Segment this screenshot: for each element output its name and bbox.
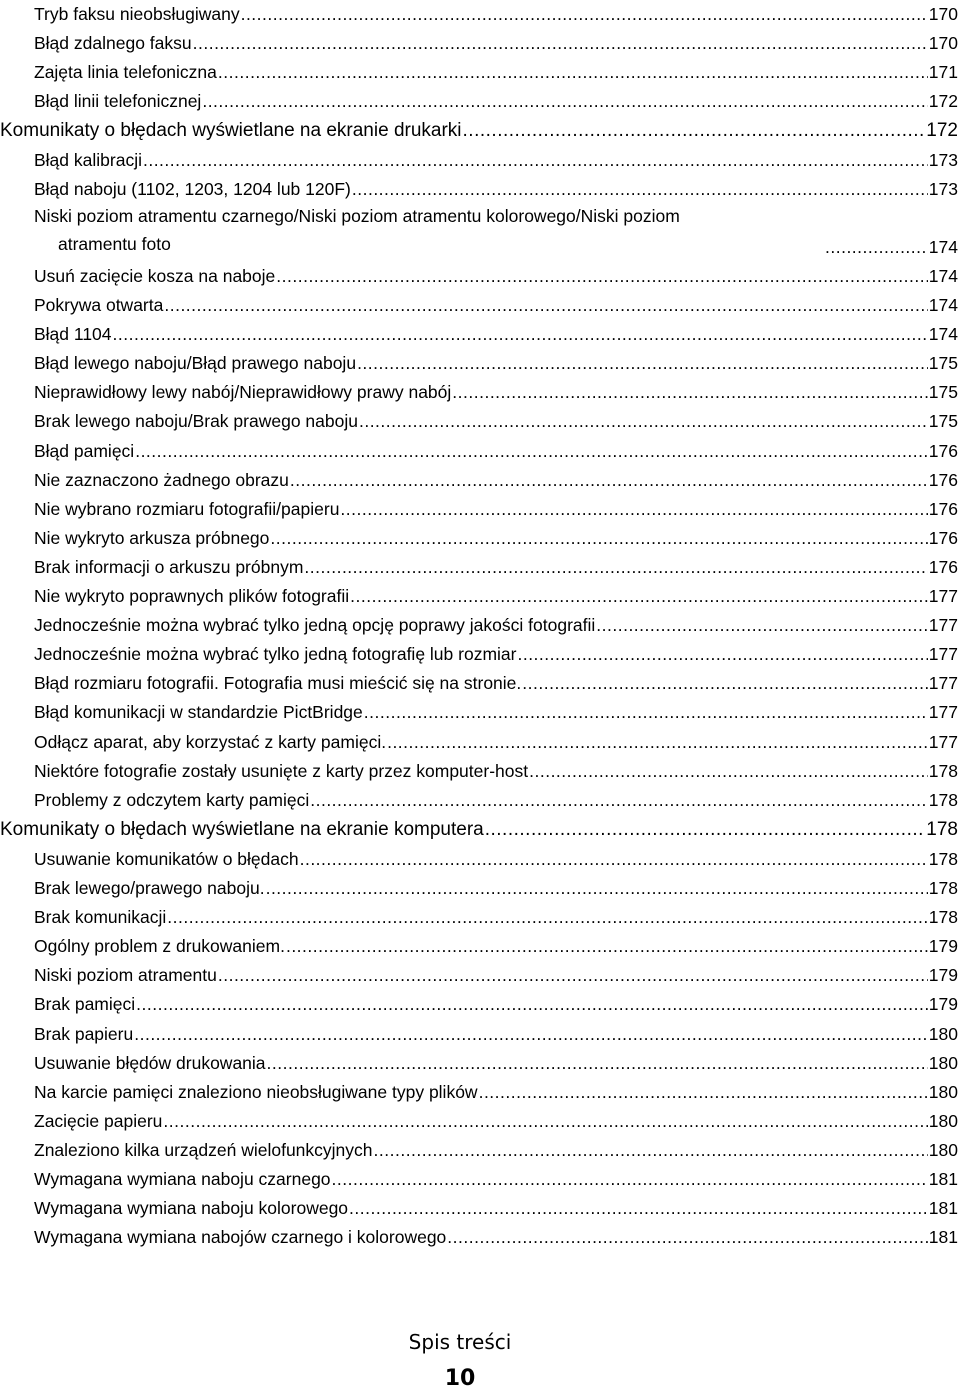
toc-entry-title: Jednocześnie można wybrać tylko jedną opcję poprawy jakości fotografii	[34, 615, 596, 636]
toc-entry-title-line2: atramentu foto	[58, 233, 171, 254]
toc-entry-title: Odłącz aparat, aby korzystać z karty pamięci.	[34, 731, 387, 752]
toc-entry-title: Błąd pamięci	[34, 440, 135, 461]
toc-entry[interactable]	[34, 694, 958, 723]
toc-entry[interactable]	[34, 986, 958, 1015]
toc-dot-leader	[202, 90, 927, 112]
toc-dot-leader	[596, 614, 928, 636]
toc-entry[interactable]	[34, 491, 958, 520]
toc-dot-leader	[452, 381, 928, 403]
toc-entry-page: 174	[928, 265, 958, 286]
toc-dot-leader	[143, 149, 928, 171]
toc-entry-page: 180	[928, 1081, 958, 1102]
toc-entry-title: Niski poziom atramentu	[34, 965, 217, 986]
toc-entry[interactable]	[34, 957, 958, 986]
toc-dot-leader	[218, 964, 928, 986]
toc-dot-leader	[359, 410, 928, 432]
toc-entry-title: Brak lewego/prawego naboju.	[34, 878, 265, 898]
toc-entry[interactable]	[34, 25, 958, 54]
toc-entry-title: Brak papieru	[34, 1023, 134, 1044]
toc-entry[interactable]	[34, 1103, 958, 1132]
toc-entry-page: 172	[926, 120, 958, 142]
toc-dot-leader	[517, 643, 927, 665]
toc-entry-title: Ogólny problem z drukowaniem.	[34, 936, 285, 957]
toc-entry-page: 179	[928, 965, 958, 986]
toc-entry-title: Brak informacji o arkuszu próbnym	[34, 556, 304, 577]
toc-entry-page: 175	[928, 382, 958, 403]
toc-entry[interactable]	[34, 1074, 958, 1103]
toc-dot-leader	[340, 498, 927, 520]
toc-entry-title: Znaleziono kilka urządzeń wielofunkcyjnych	[34, 1139, 373, 1160]
toc-dot-leader	[135, 440, 928, 462]
toc-dot-leader	[357, 352, 928, 374]
toc-entry-page: 174	[928, 295, 958, 315]
toc-entry-page: 181	[928, 1227, 958, 1248]
toc-dot-leader	[352, 178, 928, 200]
toc-entry-page: 178	[926, 818, 958, 840]
toc-entry-page: 177	[928, 731, 958, 752]
toc-dot-leader	[167, 906, 928, 928]
toc-entry[interactable]	[34, 462, 958, 491]
toc-entry[interactable]	[34, 83, 958, 112]
toc-entry[interactable]	[34, 928, 958, 957]
toc-entry-page: 174	[928, 324, 958, 345]
toc-entry-page: 180	[928, 1110, 958, 1131]
toc-entry-title: Nieprawidłowy lewy nabój/Nieprawidłowy prawy nabój	[34, 382, 452, 403]
toc-dot-leader	[241, 3, 928, 25]
toc-entry-title-line1: Niski poziom atramentu czarnego/Niski poziom atramentu kolorowego/Niski poziom	[34, 205, 680, 226]
toc-entry-title: Jednocześnie można wybrać tylko jedną fotografię lub rozmiar	[34, 644, 517, 665]
toc-entry-title: Błąd rozmiaru fotografii. Fotografia musi mieścić się na stronie.	[34, 673, 522, 694]
toc-entry[interactable]	[34, 1045, 958, 1074]
toc-entry[interactable]	[34, 665, 958, 694]
toc-entry[interactable]	[34, 841, 958, 870]
toc-entry[interactable]	[34, 724, 958, 753]
toc-dot-leader	[522, 672, 928, 694]
toc-entry-title: Błąd kalibracji	[34, 149, 142, 170]
toc-entry[interactable]	[34, 1190, 958, 1219]
toc-entry[interactable]	[34, 171, 958, 200]
toc-dot-leader	[270, 527, 927, 549]
toc-dot-leader	[300, 848, 928, 870]
toc-section-entry[interactable]	[0, 113, 958, 142]
toc-section-entry[interactable]	[0, 812, 958, 841]
toc-dot-leader	[387, 731, 928, 753]
toc-entry[interactable]	[34, 433, 958, 462]
toc-dot-leader	[825, 236, 928, 258]
toc-entry[interactable]	[34, 753, 958, 782]
toc-entry-title: Na karcie pamięci znaleziono nieobsługiwane typy plików	[34, 1081, 478, 1102]
toc-entry-title: Błąd zdalnego faksu	[34, 33, 192, 54]
toc-entry-page: 176	[928, 440, 958, 461]
toc-entry-page: 181	[928, 1169, 958, 1189]
toc-entry[interactable]	[34, 899, 958, 928]
toc-entry-page: 181	[928, 1198, 958, 1219]
toc-entry-page: 178	[928, 907, 958, 928]
toc-entry[interactable]	[34, 54, 958, 83]
toc-entry-page: 177	[928, 586, 958, 606]
toc-dot-leader	[304, 556, 927, 578]
toc-dot-leader	[447, 1226, 928, 1248]
toc-entry-page: 180	[928, 1023, 958, 1044]
toc-dot-leader	[266, 877, 928, 899]
toc-entry[interactable]	[34, 870, 958, 899]
toc-entry-page: 180	[928, 1139, 958, 1160]
toc-dot-leader	[364, 701, 928, 723]
toc-entry[interactable]	[34, 607, 958, 636]
toc-dot-leader	[163, 1110, 927, 1132]
toc-dot-leader	[113, 323, 928, 345]
toc-dot-leader	[134, 1023, 928, 1045]
toc-entry-title: Problemy z odczytem karty pamięci	[34, 789, 310, 810]
toc-dot-leader	[479, 1081, 928, 1103]
toc-entry-title: Komunikaty o błędach wyświetlane na ekranie drukarki	[0, 120, 462, 142]
toc-entry-page: 176	[928, 556, 958, 577]
toc-dot-leader	[218, 61, 928, 83]
toc-entry-page: 178	[928, 789, 958, 810]
footer-page-number: 10	[444, 1366, 476, 1391]
toc-entry-page: 178	[928, 760, 958, 781]
toc-entry-page: 176	[928, 527, 958, 548]
toc-entry-page: 170	[928, 4, 958, 24]
toc-entry-title: Błąd linii telefonicznej	[34, 91, 202, 112]
toc-entry-title: Nie zaznaczono żadnego obrazu	[34, 469, 289, 490]
toc-entry-title: Usuwanie błędów drukowania	[34, 1052, 266, 1073]
toc-entry-page: 170	[928, 33, 958, 54]
toc-entry[interactable]	[34, 578, 958, 607]
toc-entry-page: 179	[928, 936, 958, 957]
toc-entry-title	[34, 202, 824, 258]
toc-entry-page: 171	[928, 62, 958, 83]
toc-entry[interactable]	[34, 258, 958, 287]
toc-dot-leader	[286, 935, 928, 957]
toc-entry[interactable]	[34, 0, 958, 25]
toc-entry-page: 177	[928, 615, 958, 636]
toc-entry[interactable]	[34, 1219, 958, 1248]
toc-dot-leader	[193, 32, 928, 54]
toc-entry[interactable]	[34, 1132, 958, 1161]
toc-entry[interactable]	[34, 782, 958, 811]
toc-entry-title: Pokrywa otwarta	[34, 295, 164, 315]
toc-entry-title: Tryb faksu nieobsługiwany	[34, 4, 240, 24]
toc-entry-page: 178	[928, 848, 958, 869]
toc-entry[interactable]	[34, 549, 958, 578]
toc-dot-leader	[485, 819, 926, 841]
toc-entry-title: Zacięcie papieru	[34, 1110, 163, 1131]
toc-entry-title: Błąd 1104	[34, 324, 112, 345]
toc-entry-title: Wymagana wymiana naboju czarnego	[34, 1169, 331, 1189]
toc-dot-leader	[463, 120, 926, 142]
toc-entry-page: 177	[928, 644, 958, 665]
toc-entry-title: Błąd komunikacji w standardzie PictBridge	[34, 702, 363, 723]
toc-entry-title: Nie wykryto poprawnych plików fotografii	[34, 586, 350, 606]
toc-entry[interactable]	[34, 345, 958, 374]
toc-dot-leader	[290, 469, 928, 491]
toc-entry[interactable]	[34, 287, 958, 316]
toc-entry[interactable]	[34, 374, 958, 403]
toc-entry-page: 178	[928, 878, 958, 898]
toc-entry-page: 172	[928, 91, 958, 112]
toc-entry-title: Komunikaty o błędach wyświetlane na ekranie komputera	[0, 818, 484, 840]
toc-dot-leader	[529, 760, 928, 782]
footer-section-title: Spis treści	[408, 1330, 512, 1354]
toc-entry[interactable]	[34, 403, 958, 432]
toc-entry[interactable]	[34, 1161, 958, 1190]
toc-entry-title: Usuń zacięcie kosza na naboje	[34, 265, 276, 286]
toc-dot-leader	[374, 1139, 928, 1161]
toc-entry-title: Wymagana wymiana nabojów czarnego i kolorowego	[34, 1227, 447, 1248]
toc-entry-page: 177	[928, 702, 958, 723]
toc-entry-title: Błąd lewego naboju/Błąd prawego naboju	[34, 353, 357, 374]
toc-entry-title: Niektóre fotografie zostały usunięte z karty przez komputer-host	[34, 760, 529, 781]
toc-entry[interactable]	[34, 520, 958, 549]
toc-entry-page: 176	[928, 498, 958, 519]
toc-entry-title: Wymagana wymiana naboju kolorowego	[34, 1198, 349, 1219]
toc-entry-title: Nie wykryto arkusza próbnego	[34, 527, 270, 548]
toc-dot-leader	[350, 585, 928, 607]
toc-dot-leader	[332, 1168, 928, 1190]
toc-entry-title: Brak pamięci	[34, 994, 136, 1015]
toc-entry-page: 177	[928, 673, 958, 694]
toc-entry[interactable]	[34, 316, 958, 345]
toc-dot-leader	[136, 993, 928, 1015]
toc-dot-leader	[276, 265, 928, 287]
toc-dot-leader	[349, 1197, 928, 1219]
toc-dot-leader	[310, 789, 928, 811]
toc-entry[interactable]	[34, 142, 958, 171]
toc-entry[interactable]	[34, 636, 958, 665]
toc-entry-title: Zajęta linia telefoniczna	[34, 62, 217, 83]
toc-dot-leader	[267, 1052, 928, 1074]
toc-entry-page: 173	[928, 178, 958, 199]
toc-entry-page: 180	[928, 1052, 958, 1073]
toc-dot-leader	[164, 294, 927, 316]
toc-entry-page: 179	[928, 994, 958, 1015]
toc-entry-title: Brak komunikacji	[34, 907, 167, 928]
toc-entry-title: Nie wybrano rozmiaru fotografii/papieru	[34, 498, 340, 519]
toc-entry-page: 175	[928, 411, 958, 432]
toc-entry[interactable]	[34, 200, 958, 258]
toc-entry-page: 173	[928, 149, 958, 170]
toc-entry-page: 174	[928, 236, 958, 257]
toc-entry-title: Brak lewego naboju/Brak prawego naboju	[34, 411, 358, 432]
toc-entry-title: Błąd naboju (1102, 1203, 1204 lub 120F)	[34, 178, 351, 199]
toc-entry-title: Usuwanie komunikatów o błędach	[34, 848, 299, 869]
toc-entry[interactable]	[34, 1016, 958, 1045]
toc-entry-page: 176	[928, 469, 958, 490]
toc-entry-page: 175	[928, 353, 958, 374]
